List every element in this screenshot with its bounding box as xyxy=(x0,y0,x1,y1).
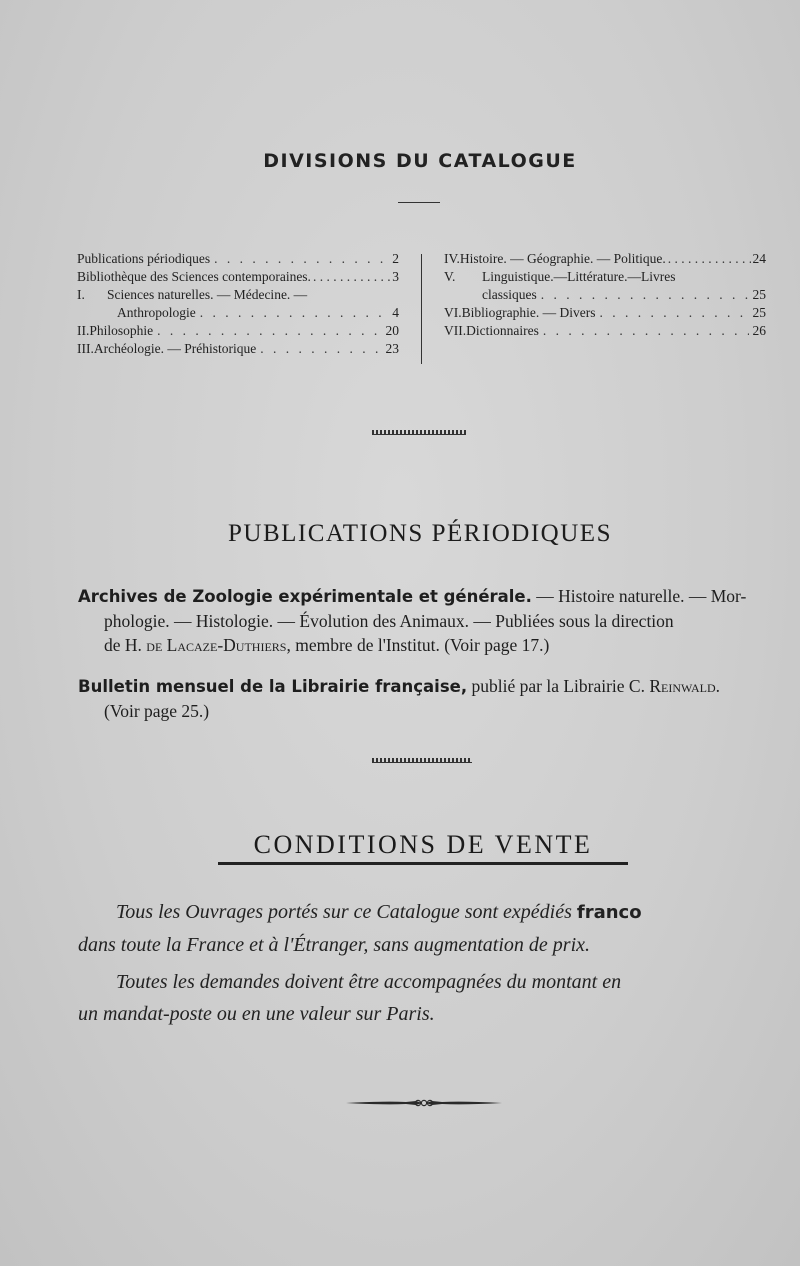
toc-item xyxy=(77,340,399,358)
toc-item xyxy=(444,322,766,340)
toc-item-label: Histoire. — Géographie. — Politique. xyxy=(459,251,666,266)
toc-item-page: 23 xyxy=(385,341,399,356)
toc-item-page: 24 xyxy=(752,251,766,266)
toc-item-num: V. xyxy=(444,269,456,284)
conditions-paragraph: Tous les Ouvrages portés sur ce Catalogue sont expédiés franco dans toute la France et à l'Étranger, sans augmentation de prix. xyxy=(78,901,642,956)
toc-item xyxy=(444,268,766,304)
toc-item-label: Sciences naturelles. — Médecine. — xyxy=(107,287,308,302)
toc-item-num: I. xyxy=(77,287,85,302)
toc-item-label: Publications périodiques xyxy=(77,251,211,266)
toc-right-column xyxy=(444,250,766,340)
toc-left-column xyxy=(77,250,399,358)
toc-item xyxy=(77,322,399,340)
toc-item-num: IV. xyxy=(444,251,460,266)
toc-item-label: Bibliothèque des Sciences contemporaines. xyxy=(77,269,311,284)
toc-item-page: 3 xyxy=(392,269,399,284)
publication-title: Bulletin mensuel de la Librairie française, xyxy=(78,677,468,696)
toc-item-page: 2 xyxy=(392,251,399,266)
author-name: de Lacaze-Duthiers xyxy=(146,635,287,655)
conditions-title: CONDITIONS DE VENTE xyxy=(253,830,593,859)
toc-item xyxy=(444,250,766,268)
toc-item xyxy=(77,286,399,322)
toc-item-label-cont: Anthropologie xyxy=(117,305,196,320)
toc-item-label: Archéologie. — Préhistorique xyxy=(93,341,257,356)
toc-item-label: Philosophie xyxy=(89,323,154,338)
toc-item-page: 26 xyxy=(752,323,766,338)
toc-item-page: 20 xyxy=(385,323,399,338)
toc-item-num: II. xyxy=(77,323,90,338)
toc-item-page: 25 xyxy=(752,305,766,320)
divisions-title: DIVISIONS DU CATALOGUE xyxy=(263,150,577,172)
toc-item-label: Bibliographie. — Divers xyxy=(461,305,596,320)
publication-entry: Archives de Zoologie expérimentale et générale. — Histoire naturelle. — Mor- phologie. — Histologie. — Évolution des Animaux. — Publiées sous la direction de H. de Lacaze-Duthiers, membre de l'Institut. (Voir page 17.) xyxy=(78,586,747,655)
section-ornament-rule xyxy=(372,758,472,763)
title-rule xyxy=(398,202,440,203)
publication-entry: Bulletin mensuel de la Librairie française, publié par la Librairie C. Reinwald. (Voir page 25.) xyxy=(78,676,721,721)
franco-word: franco xyxy=(576,902,642,923)
toc-item-page: 25 xyxy=(752,287,766,302)
toc-item xyxy=(77,268,399,286)
publisher-name: Reinwald. xyxy=(649,676,721,696)
publication-title: Archives de Zoologie expérimentale et générale. xyxy=(78,587,532,606)
toc-item xyxy=(77,250,399,268)
conditions-paragraph: Toutes les demandes doivent être accompagnées du montant en un mandat-poste ou en une valeur sur Paris. xyxy=(78,971,622,1025)
toc-item-num: III. xyxy=(77,341,94,356)
toc-item xyxy=(444,304,766,322)
section-ornament-rule xyxy=(372,430,466,435)
toc-item-num: VI. xyxy=(444,305,462,320)
toc-item-label-cont: classiques xyxy=(482,287,537,302)
toc-column-divider xyxy=(421,254,422,364)
toc-item-label: Dictionnaires xyxy=(466,323,539,338)
conditions-underline xyxy=(218,862,628,865)
toc-item-label: Linguistique.—Littérature.—Livres xyxy=(482,269,676,284)
toc-item-num: VII. xyxy=(444,323,467,338)
toc-item-page: 4 xyxy=(392,305,399,320)
tailpiece-ornament-icon xyxy=(344,1096,504,1110)
publications-title: PUBLICATIONS PÉRIODIQUES xyxy=(228,520,612,547)
